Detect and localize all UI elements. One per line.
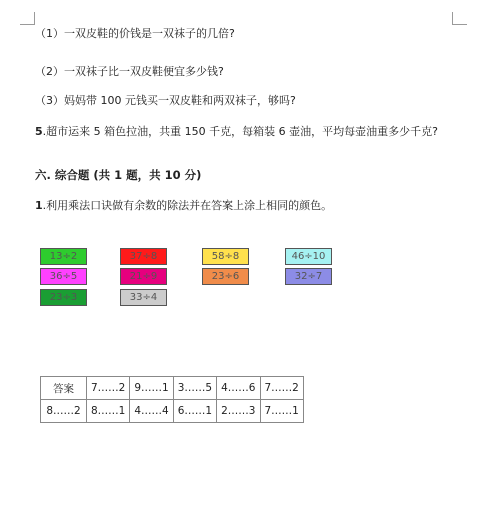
answer-cell[interactable]: 7……1 [260, 400, 303, 423]
table-header-cell: 答案 [41, 377, 87, 400]
division-card: 58÷8 [202, 248, 249, 265]
question-3: （3）妈妈带 100 元钱买一双皮鞋和两双袜子，够吗? [35, 94, 296, 107]
division-card: 46÷10 [285, 248, 332, 265]
division-card: 36÷5 [40, 268, 87, 285]
question-6 [35, 198, 332, 213]
table-row [41, 377, 304, 400]
answer-cell[interactable]: 9……1 [130, 377, 173, 400]
division-card: 23÷6 [202, 268, 249, 285]
answer-cell[interactable]: 3……5 [173, 377, 216, 400]
answer-cell[interactable]: 4……4 [130, 400, 173, 423]
division-card: 33÷4 [120, 289, 167, 306]
answer-cell[interactable]: 8……2 [41, 400, 87, 423]
answer-cell[interactable]: 2……3 [217, 400, 260, 423]
question-2: （2）一双袜子比一双皮鞋便宜多少钱? [35, 65, 224, 78]
division-card: 13÷2 [40, 248, 87, 265]
division-card: 23÷3 [40, 289, 87, 306]
question-6-text: .利用乘法口诀做有余数的除法并在答案上涂上相同的颜色。 [42, 199, 333, 212]
answer-cell[interactable]: 8……1 [87, 400, 130, 423]
question-5 [35, 124, 460, 139]
question-5-text: .超市运来 5 箱色拉油，共重 150 千克，每箱装 6 壶油，平均每壶油重多少千克? [42, 125, 438, 138]
section-title: 六. 综合题 (共 1 题，共 10 分) [35, 168, 202, 182]
answer-cell[interactable]: 7……2 [260, 377, 303, 400]
answer-cell[interactable]: 7……2 [87, 377, 130, 400]
answer-cell[interactable]: 6……1 [173, 400, 216, 423]
division-card: 21÷9 [120, 268, 167, 285]
question-6-number: 1 [35, 199, 43, 212]
answer-table [40, 376, 304, 423]
crop-mark-top-right [452, 12, 467, 25]
division-card: 32÷7 [285, 268, 332, 285]
question-1: （1）一双皮鞋的价钱是一双袜子的几倍? [35, 27, 235, 40]
table-row [41, 400, 304, 423]
division-card: 37÷8 [120, 248, 167, 265]
crop-mark-top-left [20, 12, 35, 25]
question-5-number: 5 [35, 125, 43, 138]
answer-cell[interactable]: 4……6 [217, 377, 260, 400]
